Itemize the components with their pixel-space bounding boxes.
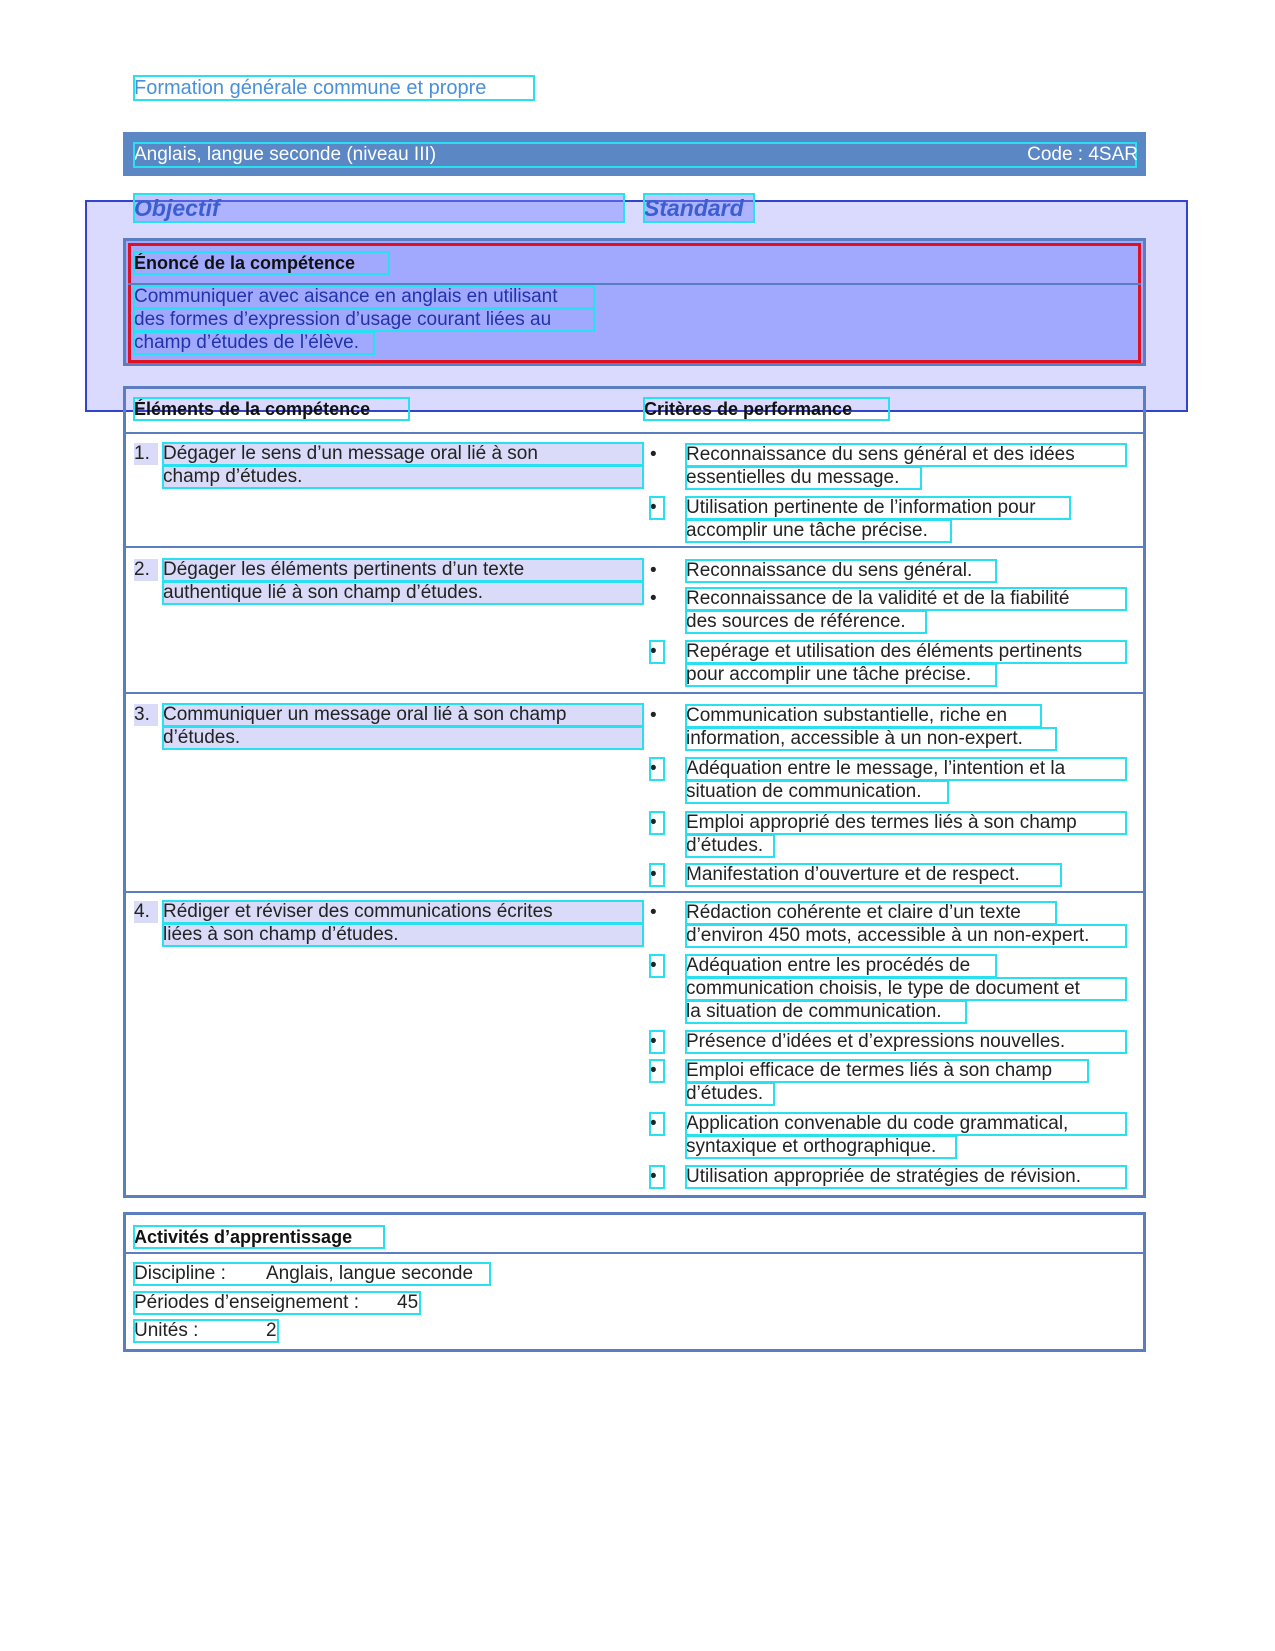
element-text: authentique lié à son champ d’études.	[163, 582, 643, 604]
element-text: liées à son champ d’études.	[163, 924, 643, 946]
element-number: 4.	[134, 901, 158, 923]
element-number: 3.	[134, 704, 158, 726]
row-divider	[123, 891, 1146, 893]
element-text: champ d’études.	[163, 466, 643, 488]
elements-header: Éléments de la compétence	[134, 398, 409, 420]
criterion-text: Emploi approprié des termes liés à son champ	[686, 812, 1126, 834]
bullet-icon: •	[650, 955, 664, 977]
periodes-label: Périodes d’enseignement :	[134, 1292, 359, 1313]
discipline-value: Anglais, langue seconde	[266, 1263, 474, 1284]
criterion-text: accomplir une tâche précise.	[686, 520, 951, 542]
element-text: Dégager le sens d’un message oral lié à son	[163, 443, 643, 465]
criterion-text: communication choisis, le type de document et	[686, 978, 1126, 1000]
criterion-text: Rédaction cohérente et claire d’un texte	[686, 902, 1056, 924]
bullet-icon: •	[650, 588, 657, 609]
criterion-text: situation de communication.	[686, 781, 948, 803]
row-divider	[123, 546, 1146, 548]
element-text: d’études.	[163, 727, 643, 749]
element-number: 1.	[134, 443, 158, 465]
criteria-header: Critères de performance	[644, 398, 889, 420]
criterion-text: la situation de communication.	[686, 1001, 966, 1023]
element-number: 2.	[134, 559, 158, 581]
row-divider	[123, 692, 1146, 694]
criterion-text: syntaxique et orthographique.	[686, 1136, 956, 1158]
activities-divider	[123, 1252, 1146, 1254]
periodes-row	[134, 1292, 420, 1314]
criterion-text: d’études.	[686, 1083, 774, 1105]
criterion-text: Utilisation appropriée de stratégies de révision.	[686, 1166, 1126, 1188]
bullet-icon: •	[650, 705, 657, 726]
criterion-text: Manifestation d’ouverture et de respect.	[686, 864, 1061, 886]
objectif-heading: Objectif	[134, 194, 624, 222]
row-divider	[123, 432, 1146, 434]
discipline-label: Discipline :	[134, 1263, 226, 1284]
activities-title: Activités d’apprentissage	[134, 1226, 384, 1248]
criterion-text: Reconnaissance du sens général.	[686, 560, 996, 582]
bullet-icon: •	[650, 1113, 664, 1135]
bullet-icon: •	[650, 1060, 664, 1082]
enonce-line: des formes d’expression d’usage courant liées au	[134, 309, 594, 331]
enonce-title: Énoncé de la compétence	[134, 252, 389, 274]
criterion-text: d’études.	[686, 835, 774, 857]
standard-heading: Standard	[644, 194, 754, 222]
criterion-text: information, accessible à un non-expert.	[686, 728, 1056, 750]
criterion-text: Utilisation pertinente de l’information pour	[686, 497, 1070, 519]
bullet-icon: •	[650, 560, 657, 581]
bullet-icon: •	[650, 1166, 664, 1188]
criterion-text: essentielles du message.	[686, 467, 921, 489]
criterion-text: Adéquation entre le message, l’intention et la	[686, 758, 1126, 780]
bullet-icon: •	[650, 1031, 664, 1053]
unites-value: 2	[266, 1320, 277, 1341]
course-code: Code : 4SAR	[1027, 144, 1138, 165]
bullet-icon: •	[650, 444, 657, 465]
unites-row	[134, 1320, 278, 1342]
element-text: Communiquer un message oral lié à son champ	[163, 704, 643, 726]
criterion-text: des sources de référence.	[686, 611, 926, 633]
discipline-row	[134, 1263, 490, 1285]
bullet-icon: •	[650, 902, 657, 923]
periodes-value: 45	[397, 1292, 419, 1313]
bullet-icon: •	[650, 812, 664, 834]
criterion-text: pour accomplir une tâche précise.	[686, 664, 996, 686]
enonce-line: Communiquer avec aisance en anglais en utilisant	[134, 286, 594, 308]
criterion-text: d’environ 450 mots, accessible à un non-expert.	[686, 925, 1126, 947]
criterion-text: Emploi efficace de termes liés à son champ	[686, 1060, 1088, 1082]
criterion-text: Reconnaissance du sens général et des idées	[686, 444, 1126, 466]
element-text: Dégager les éléments pertinents d’un texte	[163, 559, 643, 581]
bullet-icon: •	[650, 497, 664, 519]
criterion-text: Repérage et utilisation des éléments pertinents	[686, 641, 1126, 663]
criterion-text: Communication substantielle, riche en	[686, 705, 1041, 727]
bullet-icon: •	[650, 758, 664, 780]
criterion-text: Présence d’idées et d’expressions nouvelles.	[686, 1031, 1126, 1053]
enonce-line: champ d’études de l’élève.	[134, 332, 374, 354]
bullet-icon: •	[650, 641, 664, 663]
section-title: Formation générale commune et propre	[134, 76, 534, 100]
bullet-icon: •	[650, 864, 664, 886]
element-text: Rédiger et réviser des communications écrites	[163, 901, 643, 923]
criterion-text: Adéquation entre les procédés de	[686, 955, 996, 977]
criterion-text: Reconnaissance de la validité et de la fiabilité	[686, 588, 1126, 610]
course-name: Anglais, langue seconde (niveau III)	[134, 143, 1136, 167]
unites-label: Unités :	[134, 1320, 199, 1341]
criterion-text: Application convenable du code grammatical,	[686, 1113, 1126, 1135]
enonce-divider	[128, 283, 1141, 285]
